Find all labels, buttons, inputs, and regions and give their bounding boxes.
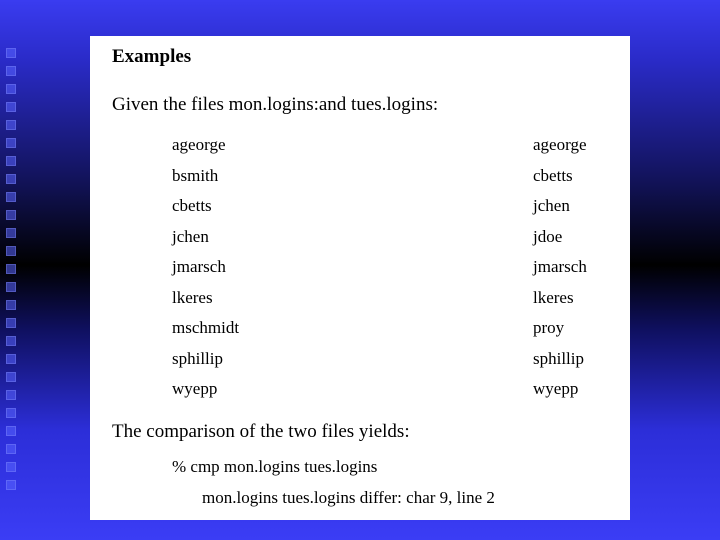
list-item: ageorge: [533, 135, 587, 154]
list-item: wyepp: [533, 379, 579, 398]
list-item: cbetts: [172, 196, 212, 215]
decorative-square: [6, 390, 16, 400]
decorative-square: [6, 426, 16, 436]
decorative-square: [6, 174, 16, 184]
decorative-square: [6, 372, 16, 382]
list-item: mschmidt: [172, 318, 240, 337]
cmp-result: mon.logins tues.logins differ: char 9, line 2: [202, 488, 495, 507]
cmp-command: % cmp mon.logins tues.logins: [172, 457, 378, 476]
list-item: wyepp: [172, 379, 218, 398]
list-item: ageorge: [172, 135, 226, 154]
slide-heading: Examples: [112, 46, 192, 67]
decorative-square: [6, 300, 16, 310]
list-item: cbetts: [533, 165, 573, 185]
list-item: jmarsch: [533, 257, 587, 276]
decorative-square: [6, 354, 16, 364]
decorative-square: [6, 462, 16, 472]
decorative-square: [6, 408, 16, 418]
list-item: proy: [533, 318, 565, 337]
list-item: jmarsch: [172, 257, 226, 276]
decorative-square: [6, 228, 16, 238]
decorative-square: [6, 444, 16, 454]
intro-text: Given the files mon.logins:and tues.logins:: [112, 94, 439, 115]
decorative-square: [6, 318, 16, 328]
decorative-square: [6, 84, 16, 94]
decorative-square: [6, 192, 16, 202]
list-item: jdoe: [533, 226, 563, 246]
decorative-square: [6, 138, 16, 148]
decorative-square-strip: [3, 44, 19, 500]
decorative-square: [6, 210, 16, 220]
tues-logins-list: [533, 130, 587, 405]
decorative-square: [6, 246, 16, 256]
list-item: bsmith: [172, 165, 219, 185]
list-item: lkeres: [533, 287, 574, 307]
list-item: jchen: [533, 196, 570, 215]
list-item: jchen: [172, 226, 209, 246]
comparison-text: The comparison of the two files yields:: [112, 421, 410, 442]
decorative-square: [6, 120, 16, 130]
decorative-square: [6, 102, 16, 112]
decorative-square: [6, 264, 16, 274]
list-item: sphillip: [533, 348, 585, 368]
mon-logins-list: [172, 130, 239, 405]
decorative-square: [6, 336, 16, 346]
list-item: lkeres: [172, 287, 213, 307]
decorative-square: [6, 156, 16, 166]
decorative-square: [6, 282, 16, 292]
decorative-square: [6, 66, 16, 76]
list-item: sphillip: [172, 348, 224, 368]
decorative-square: [6, 48, 16, 58]
decorative-square: [6, 480, 16, 490]
slide-content-panel: [90, 36, 630, 520]
